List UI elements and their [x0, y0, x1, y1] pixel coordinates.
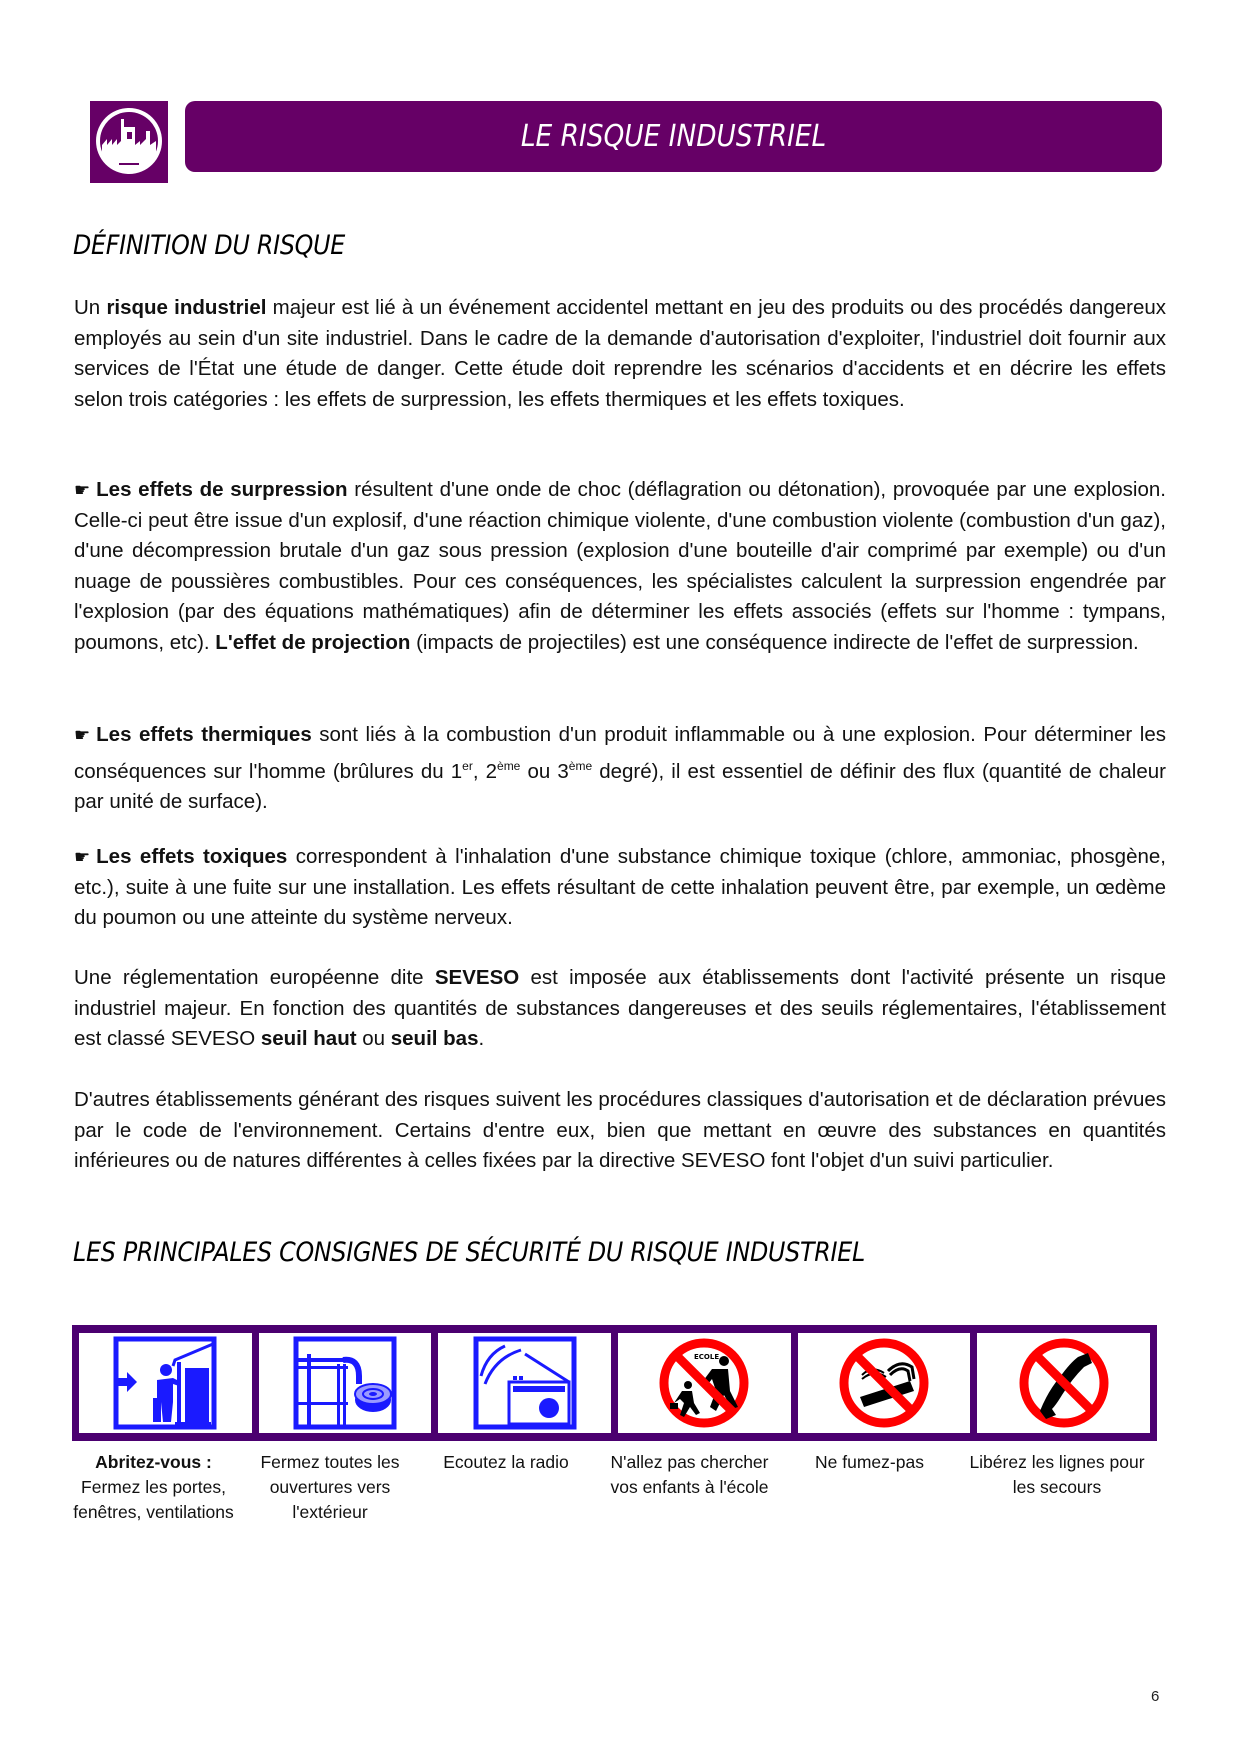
bold-term: L'effet de projection: [215, 630, 411, 654]
paragraph-autres: D'autres établissements générant des risques suivent les procédures classiques d'autorisation et de déclaration prévues par le code de l'environnement. Certains d'entre eux, bien que mettant en œuvre des substances en quantités inférieures ou de natures différentes à celles fixées par la directive SEVESO font l'objet d'un suivi particulier.: [74, 1088, 1166, 1172]
caption-abritez-vous: [66, 1450, 241, 1525]
no-school-pickup-icon: [652, 1335, 756, 1431]
consigne-cell: [618, 1333, 791, 1433]
text: degré), il est essentiel de définir des flux (quantité de chaleur par unité de surface).: [74, 759, 1166, 813]
text: majeur est lié à un événement accidentel mettant en jeu des produits ou des procédés dangereux employés au sein d'un site industriel. Dans le cadre de la demande d'autorisation d'exploiter, l'industriel doit fournir aux services de l'État une étude de danger. Cette étude doit reprendre les scénarios d'accidents et en décrire les effets selon trois catégories : les effets de surpression, les effets thermiques et les effets toxiques.: [74, 296, 1166, 411]
caption-text: Ne fumez-pas: [815, 1452, 924, 1472]
pointing-hand-icon: ☛: [74, 725, 91, 745]
section-heading-definition: DÉFINITION DU RISQUE: [73, 230, 345, 261]
caption-ne-fumez-pas: [782, 1450, 957, 1525]
paragraph-toxiques: [74, 842, 1166, 934]
consigne-cell: [79, 1333, 252, 1433]
section-heading-consignes: LES PRINCIPALES CONSIGNES DE SÉCURITÉ DU RISQUE INDUSTRIEL: [73, 1237, 865, 1268]
superscript: ème: [568, 758, 593, 773]
caption-liberez-lignes: [957, 1450, 1157, 1525]
bold-term: Les effets de surpression: [96, 478, 348, 501]
bold-term: seuil haut: [260, 1027, 357, 1050]
text: ou 3: [520, 759, 569, 783]
paragraph-surpression: [74, 475, 1166, 658]
shelter-person-door-icon: [113, 1336, 217, 1430]
industrial-plant-icon: [90, 101, 168, 183]
text: (impacts de projectiles) est une conséquence indirecte de l'effet de surpression.: [410, 630, 1139, 654]
caption-text: Fermez les portes, fenêtres, ventilations: [73, 1477, 234, 1522]
caption-text: Ecoutez la radio: [443, 1452, 569, 1472]
text: correspondent à l'inhalation d'une substance chimique toxique (chlore, ammoniac, phosgène, etc.), suite à une fuite sur une installation. Les effets résultant de cette inhalation peuvent être, par exemple, un œdème du poumon ou une atteinte du système nerveux.: [74, 845, 1166, 929]
text: .: [478, 1027, 485, 1050]
no-phone-icon: [1012, 1335, 1116, 1431]
text: est imposée aux établissements dont l'activité présente un risque industriel majeur. En fonction des quantités de substances dangereuses et des seuils réglementaires, l'établissement est classé SEVESO: [74, 966, 1166, 1050]
svg-text:ECOLE: ECOLE: [694, 1353, 720, 1361]
consigne-cell: [438, 1333, 611, 1433]
consignes-pictogram-strip: [72, 1325, 1157, 1441]
superscript: ème: [497, 758, 521, 773]
pointing-hand-icon: ☛: [74, 480, 91, 500]
text: ou: [356, 1027, 391, 1050]
text: Une réglementation européenne dite: [74, 966, 435, 989]
caption-fermez-ouvertures: [241, 1450, 419, 1525]
radio-icon: [473, 1336, 577, 1430]
caption-text: Fermez toutes les ouvertures vers l'extérieur: [260, 1452, 400, 1522]
caption-enfants-ecole: [593, 1450, 782, 1525]
page-number: 6: [1151, 1688, 1160, 1705]
caption-text: N'allez pas chercher vos enfants à l'école: [610, 1452, 769, 1497]
bold-term: Les effets thermiques: [96, 723, 312, 746]
page-title: LE RISQUE INDUSTRIEL: [520, 119, 827, 154]
no-smoking-icon: [832, 1335, 936, 1431]
paragraph-seveso: [74, 963, 1166, 1055]
bold-term: risque industriel: [106, 296, 267, 319]
bold-term: Les effets toxiques: [96, 845, 288, 868]
superscript: er: [462, 758, 473, 773]
text: sont liés à la combustion d'un produit inflammable ou à une explosion. Pour déterminer les conséquences sur l'homme (brûlures du 1: [74, 723, 1166, 783]
text: , 2: [472, 759, 498, 783]
paragraph-intro: [74, 293, 1166, 415]
caption-text: Libérez les lignes pour les secours: [969, 1452, 1145, 1497]
bold-term: SEVESO: [434, 966, 520, 989]
bold-term: seuil bas: [390, 1027, 479, 1050]
close-ventilation-icon: [293, 1336, 397, 1430]
text: Un: [74, 296, 107, 319]
caption-ecoutez-radio: [419, 1450, 593, 1525]
text: résultent d'une onde de choc (déflagration ou détonation), provoquée par une explosion. Celle-ci peut être issue d'un explosif, d'une réaction chimique violente, d'une combustion violente (combustion d'un gaz), d'une décompression brutale d'un gaz sous pression (explosion d'une bouteille d'air comprimé par exemple) ou d'un nuage de poussières combustibles. Pour ces conséquences, les spécialistes calculent la surpression engendrée par l'explosion (par des équations mathématiques) afin de déterminer les effets associés (effets sur l'homme : tympans, poumons, etc).: [74, 478, 1166, 654]
consigne-cell: [259, 1333, 432, 1433]
paragraph-thermiques: [74, 720, 1166, 817]
consigne-cell: [977, 1333, 1150, 1433]
consignes-captions: [66, 1450, 1166, 1525]
caption-bold: Abritez-vous :: [95, 1452, 212, 1472]
consigne-cell: [798, 1333, 971, 1433]
page-title-banner: [185, 101, 1162, 172]
pointing-hand-icon: ☛: [74, 847, 91, 867]
